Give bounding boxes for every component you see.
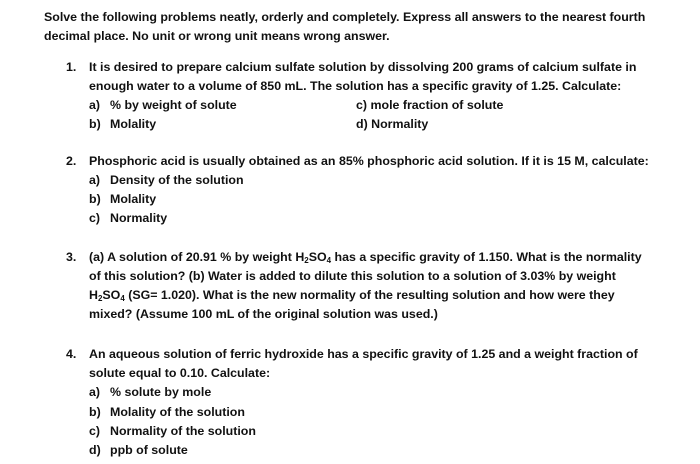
- problem-1-part-a-label: a): [89, 98, 101, 112]
- problem-4-text-line-1: An aqueous solution of ferric hydroxide has a specific gravity of 1.25 and a weight fraction of: [89, 347, 638, 361]
- problem-1-part-c: [356, 97, 503, 113]
- problem-1-text-line-1: It is desired to prepare calcium sulfate solution by dissolving 200 grams of calcium sulfate in: [89, 60, 637, 74]
- problem-1-text-line-2: enough water to a volume of 850 mL. The solution has a specific gravity of 1.25. Calculate:: [89, 79, 622, 93]
- problem-3-number: 3.: [66, 250, 77, 264]
- problem-3-line-1-suffix: has a specific gravity of 1.150. What is the normality: [331, 250, 642, 264]
- problem-1-part-d-text: Normality: [371, 117, 429, 131]
- sulfuric-acid-formula: $H_2SO_4$: [295, 250, 332, 265]
- problem-1-part-c-label: c): [356, 98, 368, 112]
- problem-4-part-a-text: % solute by mole: [110, 385, 212, 399]
- problem-4-part-b-text: Molality of the solution: [110, 405, 245, 419]
- problem-2-part-c-label: c): [89, 211, 101, 225]
- problem-1-number: 1.: [66, 60, 77, 74]
- problem-4-number: 4.: [66, 347, 77, 361]
- instructions-line-2: decimal place. No unit or wrong unit means wrong answer.: [44, 29, 390, 43]
- problem-1-part-d-label: d): [356, 117, 368, 131]
- problem-1-part-b-text: Molality: [110, 117, 157, 131]
- problem-3-text-line-2: of this solution? (b) Water is added to dilute this solution to a solution of 3.03% by weight: [89, 269, 616, 283]
- problem-1-part-a-text: % by weight of solute: [110, 98, 237, 112]
- sulfuric-acid-formula-2: $H_2SO_4$: [89, 288, 125, 303]
- problem-3-text-line-1: [89, 249, 642, 265]
- problem-3-line-3-suffix: (SG= 1.020). What is the new normality of the resulting solution and how were they: [124, 288, 615, 302]
- problem-4-part-d-text: ppb of solute: [110, 443, 188, 457]
- problem-4-part-c-label: c): [89, 424, 101, 438]
- problem-4-text-line-2: solute equal to 0.10. Calculate:: [89, 366, 271, 380]
- problem-3-line-1-prefix: (a) A solution of 20.91 % by weight: [89, 250, 296, 264]
- instructions-line-1: Solve the following problems neatly, orderly and completely. Express all answers to the nearest fourth: [44, 10, 646, 24]
- problem-2-text-line-1: Phosphoric acid is usually obtained as an 85% phosphoric acid solution. If it is 15 M, calculate:: [89, 154, 649, 168]
- problem-1-part-b-label: b): [89, 117, 101, 131]
- problem-2-part-b-text: Molality: [110, 192, 157, 206]
- problem-1-part-d: [356, 116, 428, 132]
- problem-2-part-a-label: a): [89, 173, 101, 187]
- problem-2-part-b-label: b): [89, 192, 101, 206]
- problem-2-part-c-text: Normality: [110, 211, 168, 225]
- problem-4-part-c-text: Normality of the solution: [110, 424, 256, 438]
- problem-3-text-line-4: mixed? (Assume 100 mL of the original solution was used.): [89, 307, 438, 321]
- problem-4-part-d-label: d): [89, 443, 101, 457]
- problem-2-part-a-text: Density of the solution: [110, 173, 244, 187]
- problem-4-part-b-label: b): [89, 405, 101, 419]
- problem-4-part-a-label: a): [89, 385, 101, 399]
- problem-3-text-line-3: [89, 287, 615, 303]
- problem-1-part-c-text: mole fraction of solute: [370, 98, 504, 112]
- problem-2-number: 2.: [66, 154, 77, 168]
